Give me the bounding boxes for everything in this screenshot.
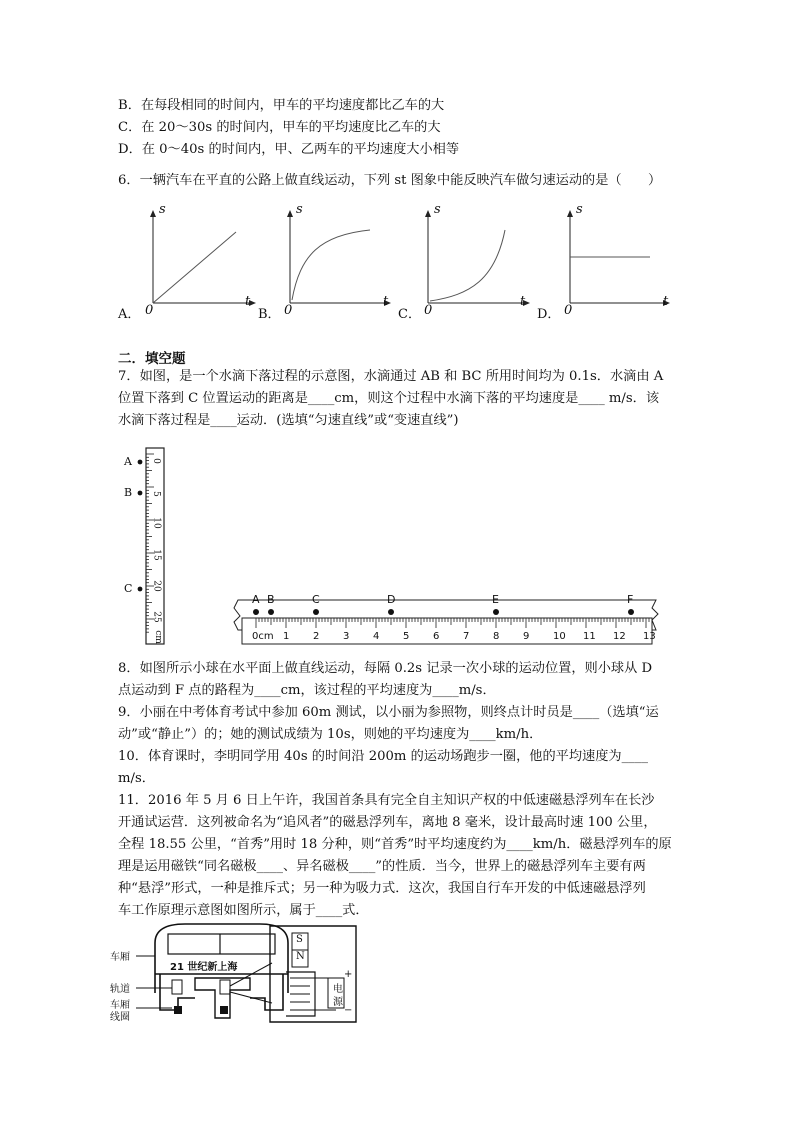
drop-c-label: C [124,582,133,595]
drop-c [138,587,143,592]
q10-line-2: m/s． [118,771,155,786]
ball-e [493,609,499,615]
q11-line-3: 全程 18.55 公里，“首秀”用时 18 分种，则“首秀”时平均速度约为____km/h．磁悬浮列车的原 [118,837,672,852]
q5-option-b: B．在每段相同的时间内，甲车的平均速度都比乙车的大 [118,98,445,113]
vruler-tick-20: 20 [151,580,162,592]
ball-d [388,609,394,615]
hruler-tick-label: 5 [403,631,410,642]
graph-c-s: s [434,202,441,217]
q9-line-2: 动”或“静止”）的；她的测试成绩为 10s，则她的平均速度为____km/h． [118,727,543,742]
power-minus: − [344,1005,353,1016]
power-2: 源 [333,997,343,1008]
ball-f [628,609,634,615]
vruler-tick-5: 5 [150,491,161,497]
q8-line-1: 8．如图所示小球在水平面上做直线运动，每隔 0.2s 记录一次小球的运动位置，则小球从 D [118,661,653,676]
graph-d-s: s [576,202,583,217]
hruler-tick-label: 1 [283,631,290,642]
graph-c-t: t [520,294,526,309]
power-plus: + [344,969,353,980]
graph-d-label: D． [537,307,561,322]
hruler-tick-label: 12 [613,631,626,642]
q11-line-4: 理是运用磁铁“同名磁极____、异名磁极____”的性质．当今，世界上的磁悬浮列车主要有两 [118,859,646,874]
graph-c-curve [430,230,505,301]
hruler-tick-label: 4 [373,631,380,642]
ball-label-a: A [252,593,260,606]
hruler-tick-label: 0cm [252,631,274,642]
train-text: 21 世纪新上海 [170,962,238,973]
label-track: 轨道 [110,984,130,995]
q11-line-2: 开通试运营．这列被命名为“追风者”的磁悬浮列车，离地 8 毫米，设计最高时速 100 公里， [118,815,657,830]
graph-d-t: t [663,294,669,309]
ball-label-c: C [312,593,320,606]
q11-line-1: 11．2016 年 5 月 6 日上午许，我国首条具有完全自主知识产权的中低速磁悬浮列车在长沙 [118,793,655,808]
vruler-tick-15: 15 [151,549,162,561]
graph-b-origin: 0 [284,303,293,318]
hruler-tick-label: 7 [463,631,470,642]
q7-line-2: 位置下落到 C 位置运动的距离是____cm，则这个过程中水滴下落的平均速度是____ m/s．该 [118,391,660,406]
graph-c-label: C． [398,307,421,322]
hruler-tick-label: 9 [523,631,530,642]
graph-b-s: s [296,202,303,217]
q8-line-2: 点运动到 F 点的路程为____cm，该过程的平均速度为____m/s． [118,683,496,698]
q7-line-3: 水滴下落过程是____运动．(选填“匀速直线”或“变速直线”) [118,413,459,428]
q10-line-1: 10．体育课时，李明同学用 40s 的时间沿 200m 的运动场跑步一圈，他的平均速度为____ [118,749,648,764]
hruler-tick-label: 3 [343,631,350,642]
vruler-unit: cm [152,630,163,644]
graph-b-t: t [383,294,389,309]
graph-a-label: A． [118,307,141,322]
ball-label-f: F [627,593,634,606]
maglev-diagram [110,918,370,1023]
ball-a [253,609,259,615]
q5-option-c: C．在 20～30s 的时间内，甲车的平均速度比乙车的大 [118,120,441,135]
graph-b-label: B． [258,307,281,322]
ball-label-b: B [267,593,275,606]
graph-a-origin: 0 [145,303,154,318]
hruler-tick-label: 13 [643,631,656,642]
q6-stem: 6．一辆汽车在平直的公路上做直线运动，下列 st 图象中能反映汽车做匀速运动的是（ ） [118,173,662,188]
power-1: 电 [333,984,343,995]
ball-c [313,609,319,615]
graph-c-origin: 0 [424,303,433,318]
q7-line-1: 7．如图，是一个水滴下落过程的示意图，水滴通过 AB 和 BC 所用时间均为 0.1s．水滴由 A [118,369,664,384]
hruler-tick-label: 2 [313,631,320,642]
label-carriage: 车厢 [110,952,130,963]
graph-d-origin: 0 [564,303,573,318]
label-coil-1: 车厢 [110,1000,130,1011]
ball-b [268,609,274,615]
graph-a-t: t [245,294,251,309]
hruler-tick-label: 11 [583,631,596,642]
vruler-tick-25: 25 [151,611,162,623]
q11-line-5: 种“悬浮”形式，一种是推斥式；另一种为吸力式．这次，我国自行车开发的中低速磁悬浮列 [118,881,646,896]
magnet-n: N [296,951,305,962]
label-coil-2: 线圈 [110,1012,130,1023]
ball-label-d: D [387,593,396,606]
magnet-s: S [296,934,303,945]
drop-b-label: B [124,486,133,499]
vruler-tick-10: 10 [151,517,162,529]
q5-option-d: D．在 0～40s 的时间内，甲、乙两车的平均速度大小相等 [118,142,460,157]
graph-b-curve [292,230,370,300]
drop-a-label: A [124,455,132,468]
drop-b [138,491,143,496]
ball-label-e: E [492,593,499,606]
q9-line-1: 9．小丽在中考体育考试中参加 60m 测试，以小丽为参照物，则终点计时员是____（选填“运 [118,705,659,720]
section-title: 二．填空题 [118,351,186,367]
hruler-tick-label: 10 [553,631,566,642]
q11-line-6: 车工作原理示意图如图所示，属于____式． [118,903,369,918]
graph-a-line [153,232,236,303]
horizontal-ruler [228,590,668,650]
vertical-ruler [118,448,178,648]
hruler-tick-label: 8 [493,631,500,642]
vertical-ruler-numbers [150,456,167,646]
drop-a [138,460,143,465]
vruler-tick-0: 0 [150,458,161,464]
hruler-tick-label: 6 [433,631,440,642]
graph-a-s: s [159,202,166,217]
